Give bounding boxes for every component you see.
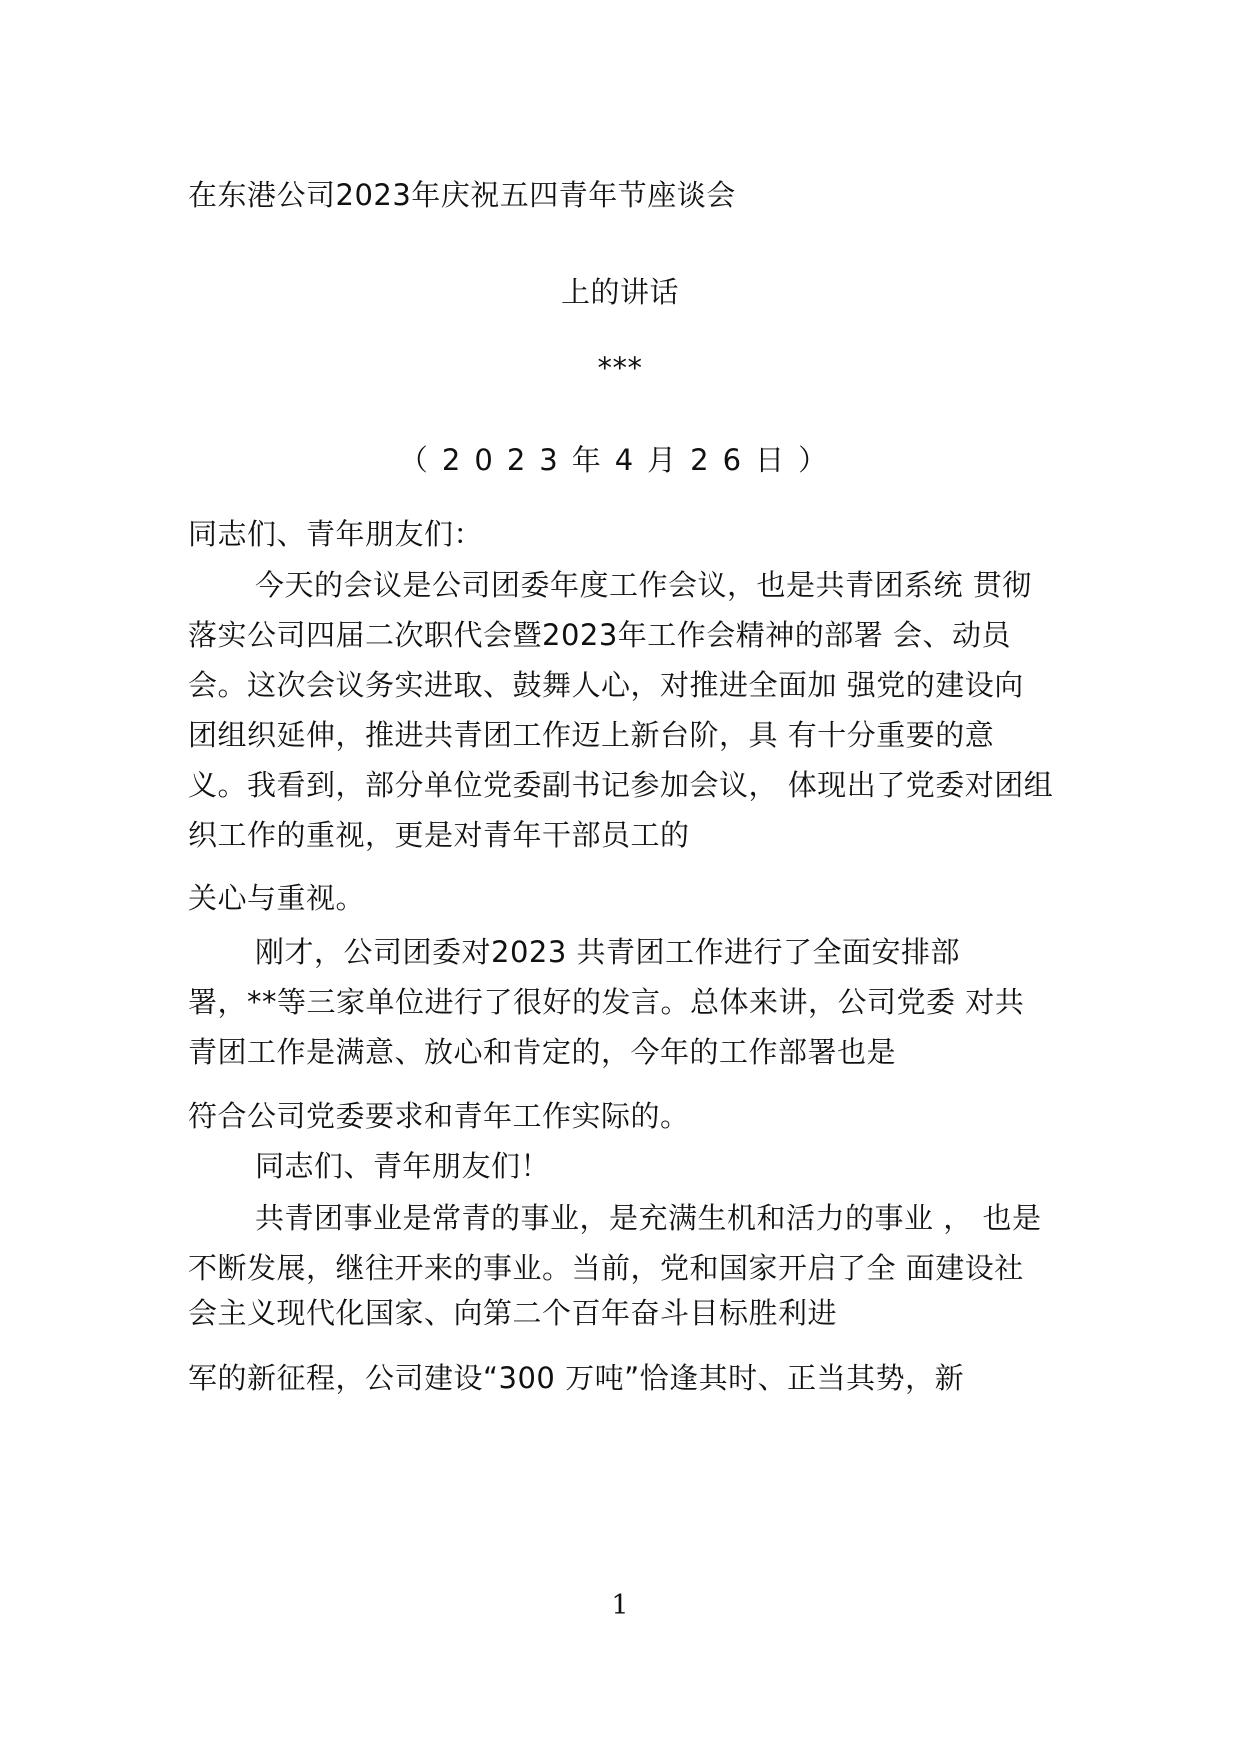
paragraph-line: 刚才，公司团委对2023 共青团工作进行了全面安排部 — [255, 935, 961, 969]
paragraph-line: 署，**等三家单位进行了很好的发言。总体来讲，公司党委 对共 — [188, 985, 1025, 1019]
paragraph-line: 青团工作是满意、放心和肯定的，今年的工作部署也是 — [188, 1035, 897, 1069]
author: *** — [597, 351, 643, 385]
paragraph-line: 落实公司四届二次职代会暨2023年工作会精神的部署 会、动员 — [188, 618, 1012, 652]
paragraph-line: 织工作的重视，更是对青年干部员工的 — [188, 818, 690, 852]
paragraph-line: 符合公司党委要求和青年工作实际的。 — [188, 1099, 690, 1133]
title-line-2: 上的讲话 — [560, 275, 679, 309]
salutation: 同志们、青年朋友们： — [188, 517, 484, 551]
paragraph-line: 不断发展，继往开来的事业。当前，党和国家开启了全 面建设社 — [188, 1251, 1024, 1285]
salutation-repeat: 同志们、青年朋友们！ — [255, 1149, 551, 1183]
paragraph-line: 团组织延伸，推进共青团工作迈上新台阶，具 有十分重要的意 — [188, 718, 995, 752]
speech-date: （2023年4月26日） — [398, 443, 842, 477]
paragraph-line: 关心与重视。 — [188, 881, 366, 915]
paragraph-line: 义。我看到，部分单位党委副书记参加会议， 体现出了党委对团组 — [188, 768, 1054, 802]
paragraph-line: 今天的会议是公司团委年度工作会议，也是共青团系统 贯彻 — [255, 568, 1032, 602]
page-number: 1 — [611, 1590, 629, 1621]
paragraph-line: 军的新征程，公司建设“300 万吨”恰逢其时、正当其势，新 — [188, 1361, 965, 1395]
paragraph-line: 会。这次会议务实进取、鼓舞人心，对推进全面加 强党的建设向 — [188, 668, 1024, 702]
paragraph-line: 会主义现代化国家、向第二个百年奋斗目标胜利进 — [188, 1296, 838, 1330]
paragraph-line: 共青团事业是常青的事业，是充满生机和活力的事业 ， 也是 — [255, 1201, 1042, 1235]
title-line-1: 在东港公司2023年庆祝五四青年节座谈会 — [188, 178, 736, 212]
